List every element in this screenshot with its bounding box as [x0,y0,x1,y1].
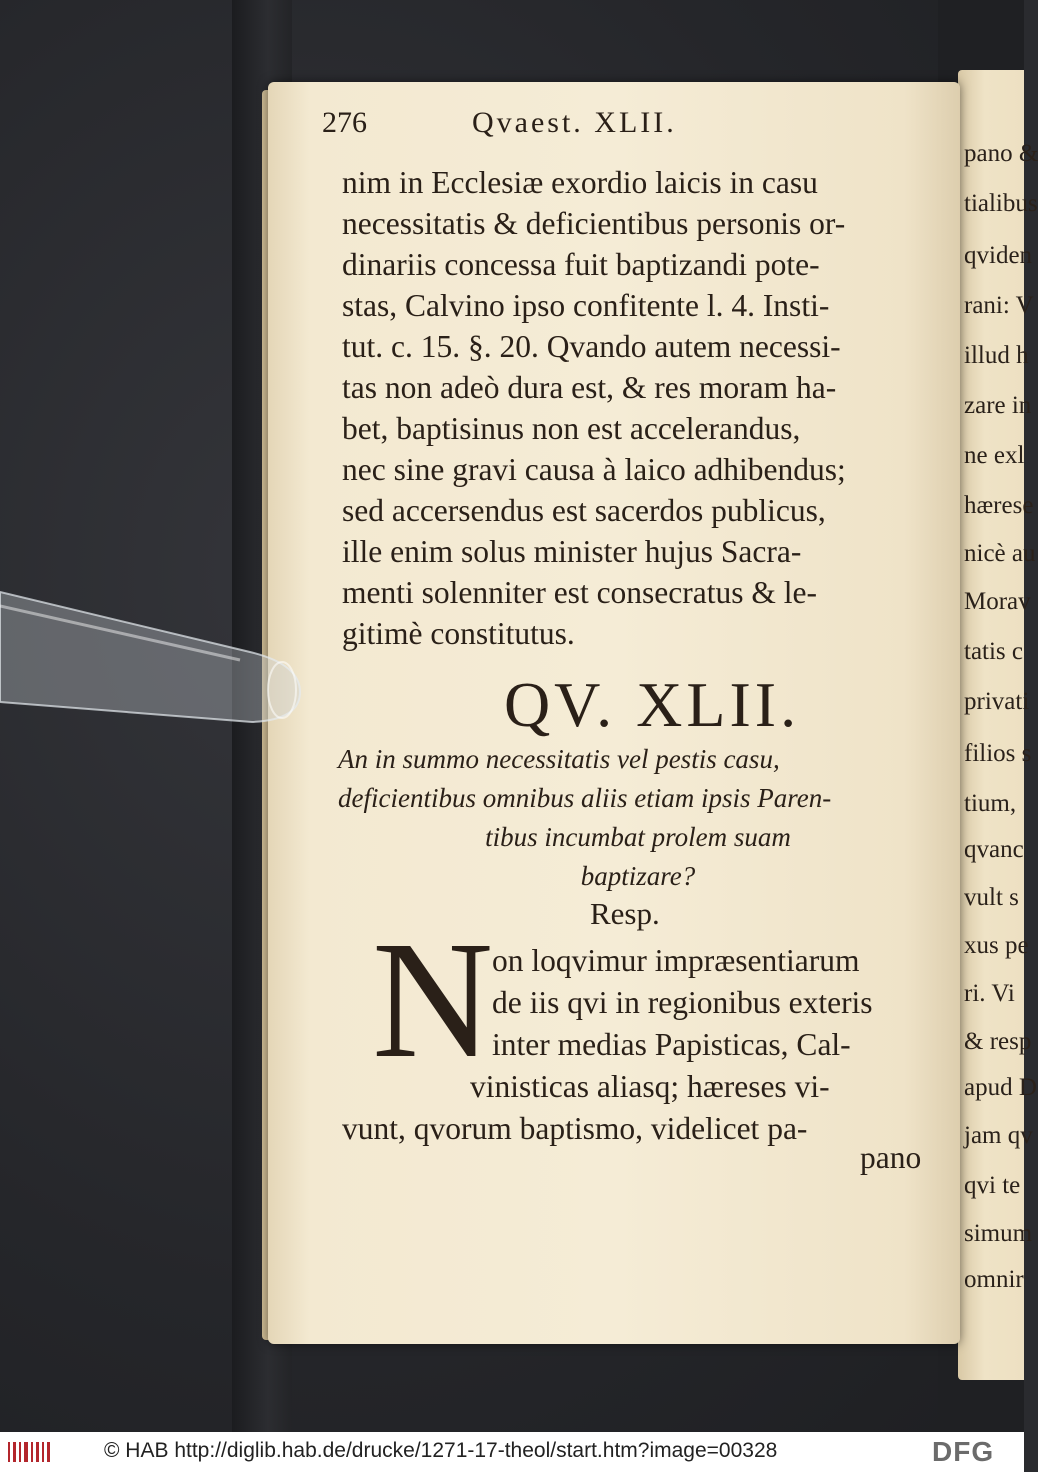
catchword: pano [860,1140,922,1175]
text-line: tas non adeò dura est, & res moram ha- [342,370,837,405]
facing-line: privati [964,688,1030,715]
facing-line: ri. Vi [964,980,1015,1007]
facing-line: tatis c [964,638,1024,665]
answer-paragraph [342,940,938,1150]
facing-line: filios s [964,740,1032,767]
footer-bar [0,1432,1024,1472]
facing-line: illud h [964,342,1029,369]
facing-line: qvanc [964,836,1024,863]
text-line: sed accersendus est sacerdos publicus, [342,493,826,528]
glass-page-weight [0,582,300,732]
facing-line: simum [964,1220,1033,1247]
text-line: nim in Ecclesiæ exordio laicis in casu [342,165,818,200]
text-line: bet, baptisinus non est accelerandus, [342,411,801,446]
facing-line: & resp [964,1028,1032,1055]
answer-line: on loqvimur impræsentiarum [492,943,860,978]
question-heading: QV. XLII. [503,669,801,740]
question-line: tibus incumbat prolem suam [485,822,791,852]
facing-line: zare in [964,392,1032,419]
facing-line: tium, [964,790,1017,817]
hab-barcode-icon [8,1440,52,1464]
facing-line: rani: V [964,292,1034,319]
text-line: nec sine gravi causa à laico adhibendus; [342,452,846,487]
copyright-link[interactable]: © HAB http://diglib.hab.de/drucke/1271-17-theol/start.htm?image=00328 [104,1439,778,1462]
facing-line: vult s [964,884,1019,911]
facing-line: qviden [964,242,1033,269]
question-line: An in summo necessitatis vel pestis casu, [338,744,780,774]
text-line: necessitatis & deficientibus personis or- [342,206,846,241]
drop-cap: N [372,907,494,1093]
facing-line: tialibus [964,190,1038,217]
text-line: tut. c. 15. §. 20. Qvando autem necessi- [342,329,841,364]
running-title: Qvaest. XLII. [472,106,677,139]
dfg-logo: DFG [932,1436,995,1467]
question-text [338,740,938,896]
text-line: stas, Calvino ipso confitente l. 4. Insti- [342,288,830,323]
running-header [322,100,882,144]
facing-line: xus pe [964,932,1029,959]
facing-line: omnir [964,1266,1024,1293]
question-line: baptizare? [580,861,696,891]
text-line: menti solenniter est consecratus & le- [342,575,817,610]
facing-line: apud D [964,1074,1037,1101]
question-line: deficientibus omnibus aliis etiam ipsis Paren- [338,783,832,813]
answer-line: vunt, qvorum baptismo, videlicet pa- [342,1111,808,1146]
answer-line: de iis qvi in regionibus exteris [492,985,873,1020]
facing-line: pano & [964,140,1038,167]
facing-line: ne exl [964,442,1025,469]
answer-line: inter medias Papisticas, Cal- [492,1027,851,1062]
text-line: ille enim solus minister hujus Sacra- [342,534,802,569]
facing-line: Morav [964,588,1031,615]
facing-line: nicè au [964,540,1036,567]
answer-line: vinisticas aliasq; hæreses vi- [470,1069,830,1104]
text-line: dinariis concessa fuit baptizandi pote- [342,247,820,282]
response-label: Resp. [590,896,660,931]
body-paragraph [342,162,938,654]
facing-line: qvi te [964,1172,1021,1199]
facing-page [958,70,1038,1380]
facing-line: jam qv [964,1122,1033,1149]
page-number: 276 [322,106,367,139]
facing-line: hærese [964,492,1034,519]
text-line: gitimè constitutus. [342,616,575,651]
